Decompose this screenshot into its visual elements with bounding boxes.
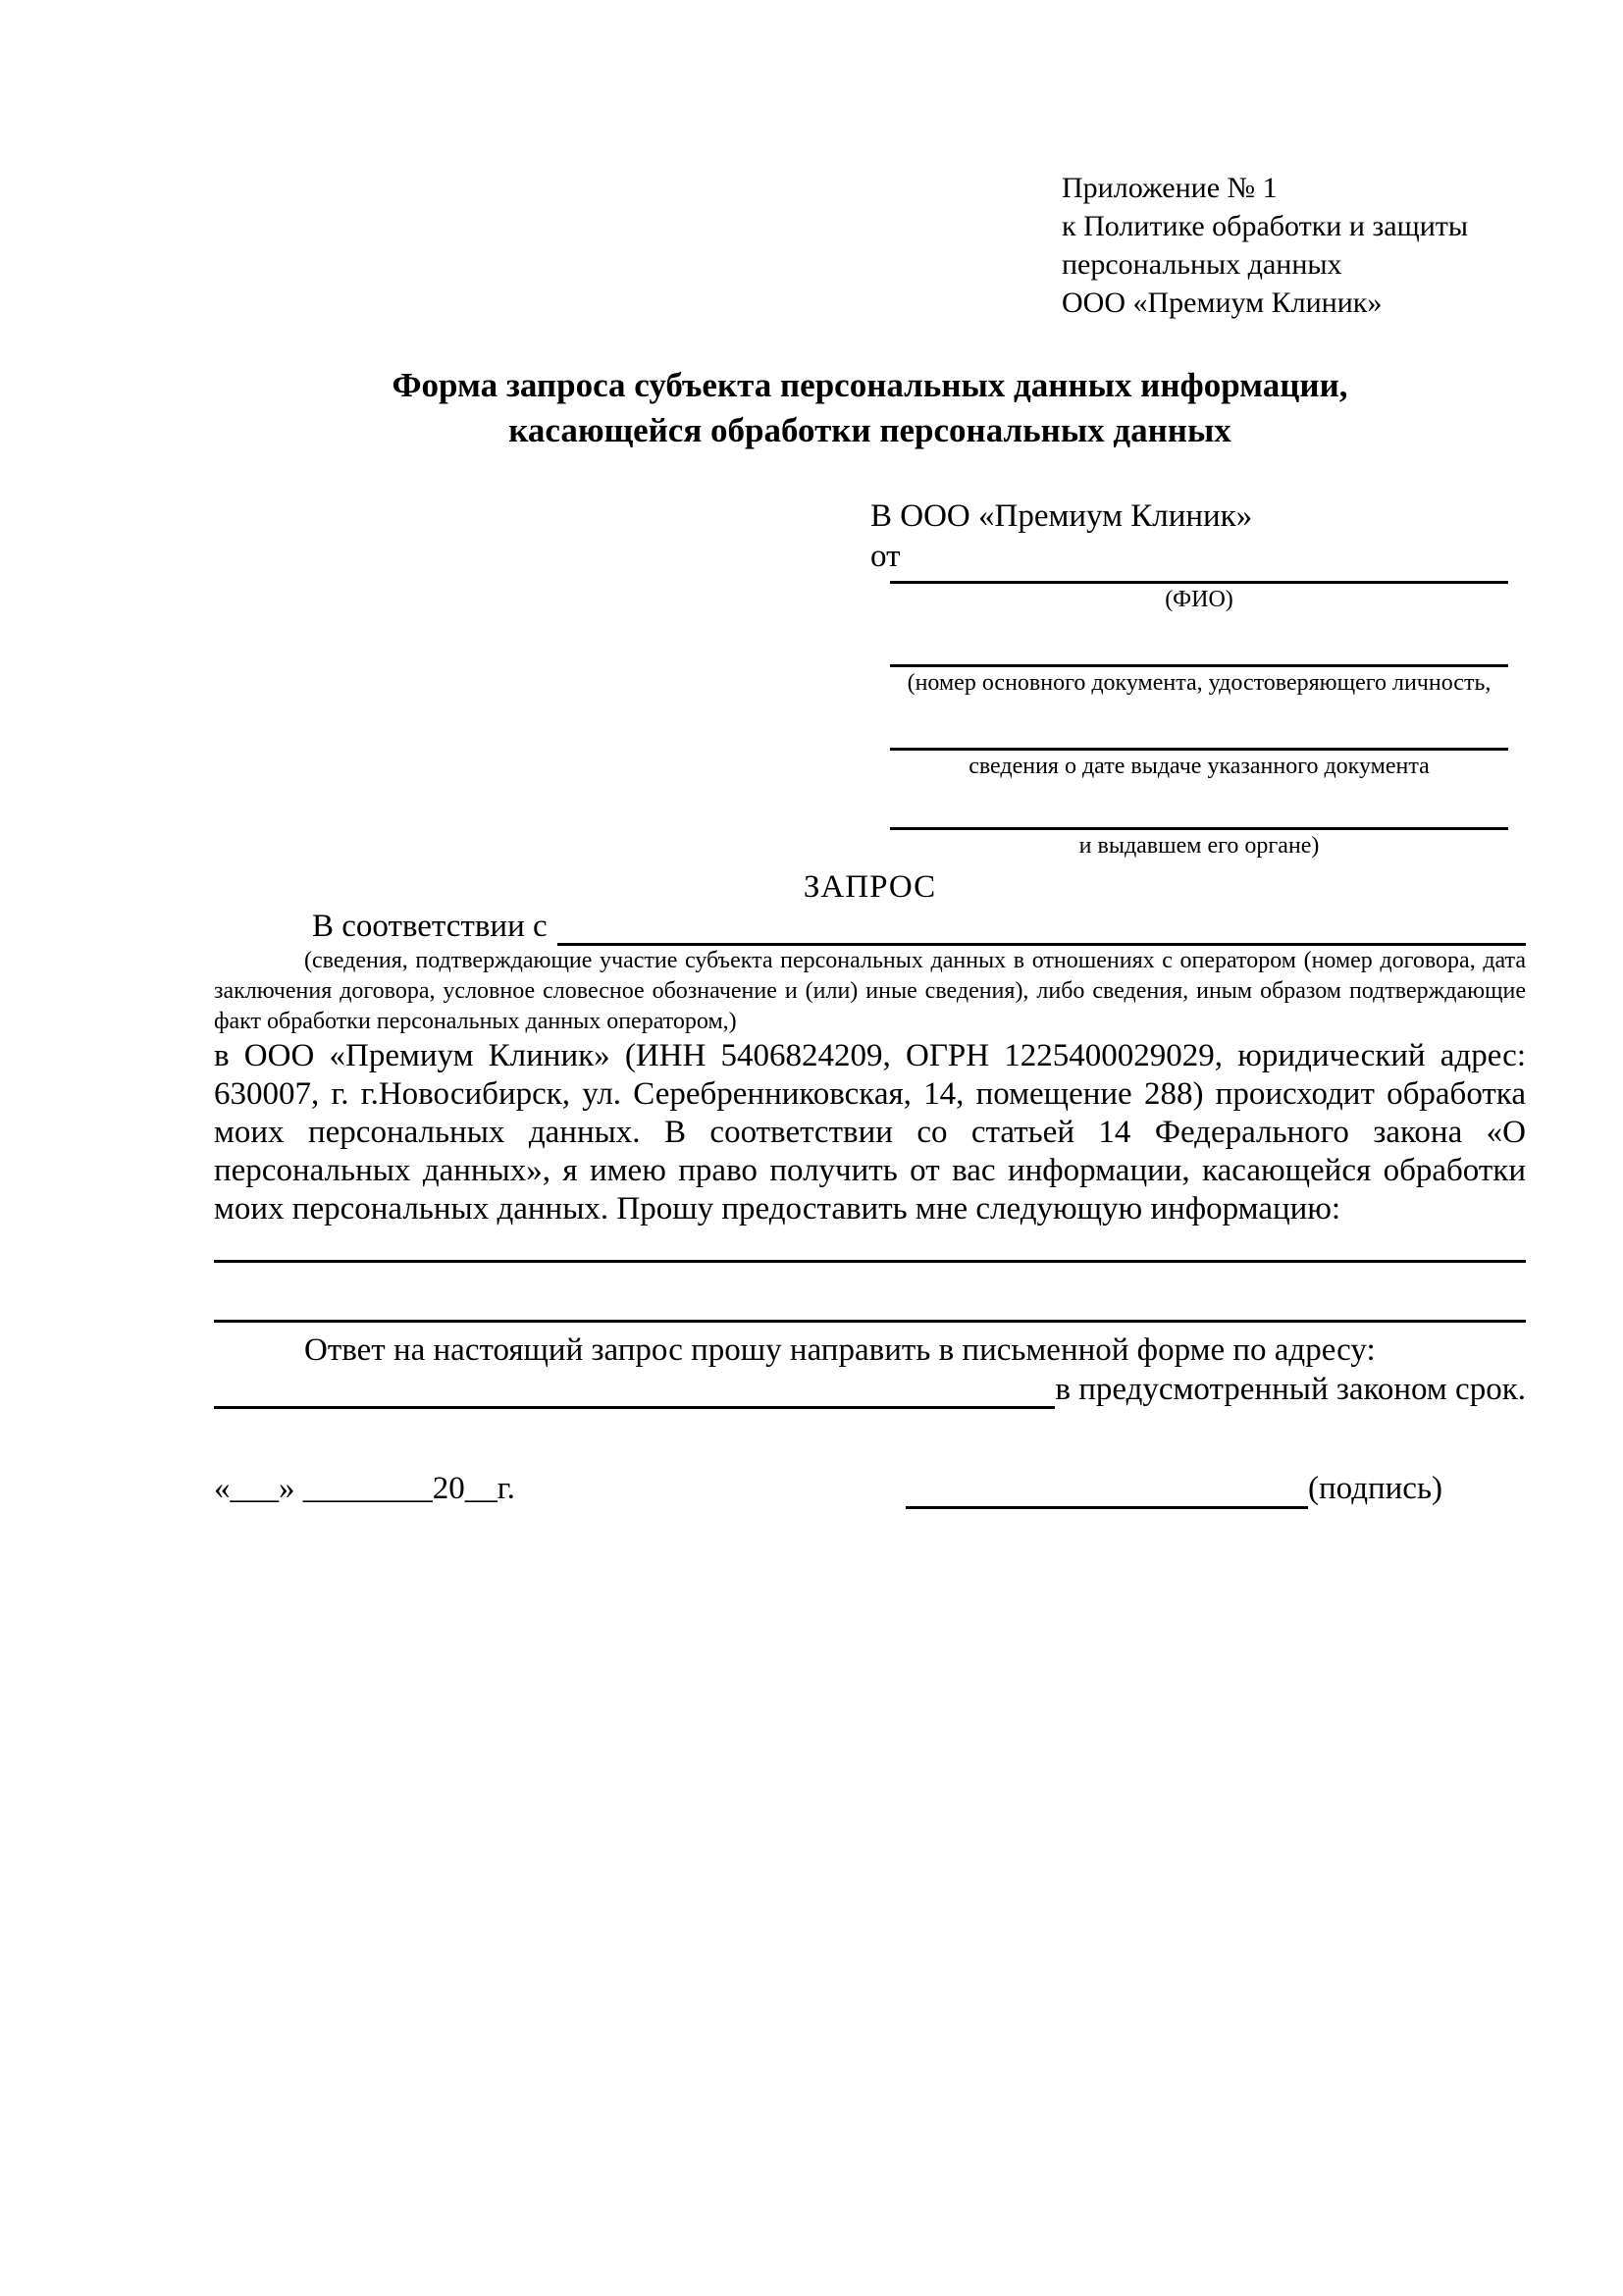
signature-blank-line	[906, 1469, 1308, 1509]
page-title-line2: касающейся обработки персональных данных	[508, 411, 1231, 449]
annex-block	[1062, 169, 1526, 322]
signature-row	[214, 1468, 1526, 1509]
info-blank-line-2	[214, 1318, 1526, 1323]
info-blank-line-1	[214, 1258, 1526, 1263]
accordance-note: (сведения, подтверждающие участие субъекта персональных данных в отношениях с оператором (номер договора, дата заключения договора, условное словесное обозначение и (или) иные сведения), либо сведения, иным образом подтверждающие факт обработки персональных данных оператором,)	[214, 948, 1526, 1034]
issue-date-caption: сведения о дате выдаче указанного документа	[969, 754, 1430, 779]
fio-caption: (ФИО)	[1165, 587, 1233, 612]
annex-line: персональных данных	[1062, 248, 1342, 281]
issuing-authority-blank-line	[890, 780, 1508, 830]
accordance-row	[214, 907, 1526, 946]
page-title	[214, 363, 1526, 453]
reply-paragraph: Ответ на настоящий запрос прошу направить в письменной форме по адресу:	[304, 1332, 1376, 1368]
annex-line: ООО «Премиум Клиник»	[1062, 287, 1383, 319]
issue-date-blank-line	[890, 697, 1508, 751]
page-title-line1: Форма запроса субъекта персональных данных информации,	[392, 366, 1348, 404]
document-number-caption: (номер основного документа, удостоверяющего личность,	[907, 670, 1492, 696]
issuing-authority-caption: и выдавшем его органе)	[1078, 833, 1320, 859]
request-heading: ЗАПРОС	[803, 869, 937, 905]
accordance-blank-line	[557, 908, 1526, 946]
addressee-from-label: от	[870, 539, 901, 574]
fio-blank-line	[890, 577, 1508, 584]
addressee-block	[870, 496, 1526, 577]
document-number-blank-line	[890, 613, 1508, 667]
body-paragraph: в ООО «Премиум Клиник» (ИНН 5406824209, ОГРН 1225400029029, юридический адрес: 630007, г. г.Новосибирск, ул. Серебренниковская, 14, помещение 288) происходит обработка моих персональных данных. В соответствии со статьей 14 Федерального закона «О персональных данных», я имею право получить от вас информации, касающейся обработки моих персональных данных. Прошу предоставить мне следующую информацию:	[214, 1038, 1526, 1226]
accordance-lead: В соответствии с	[312, 909, 548, 944]
date-blank: «___» ________20__г.	[214, 1471, 515, 1506]
reply-address-row	[214, 1370, 1526, 1409]
addressee-fields	[890, 577, 1508, 860]
reply-suffix: в предусмотренный законом срок.	[1055, 1372, 1526, 1407]
signature-group	[906, 1468, 1442, 1509]
annex-line: Приложение № 1	[1062, 172, 1278, 204]
address-blank-line	[214, 1371, 1055, 1409]
signature-caption: (подпись)	[1308, 1471, 1442, 1506]
addressee-to: В ООО «Премиум Клиник»	[870, 498, 1253, 534]
annex-line: к Политике обработки и защиты	[1062, 210, 1469, 242]
